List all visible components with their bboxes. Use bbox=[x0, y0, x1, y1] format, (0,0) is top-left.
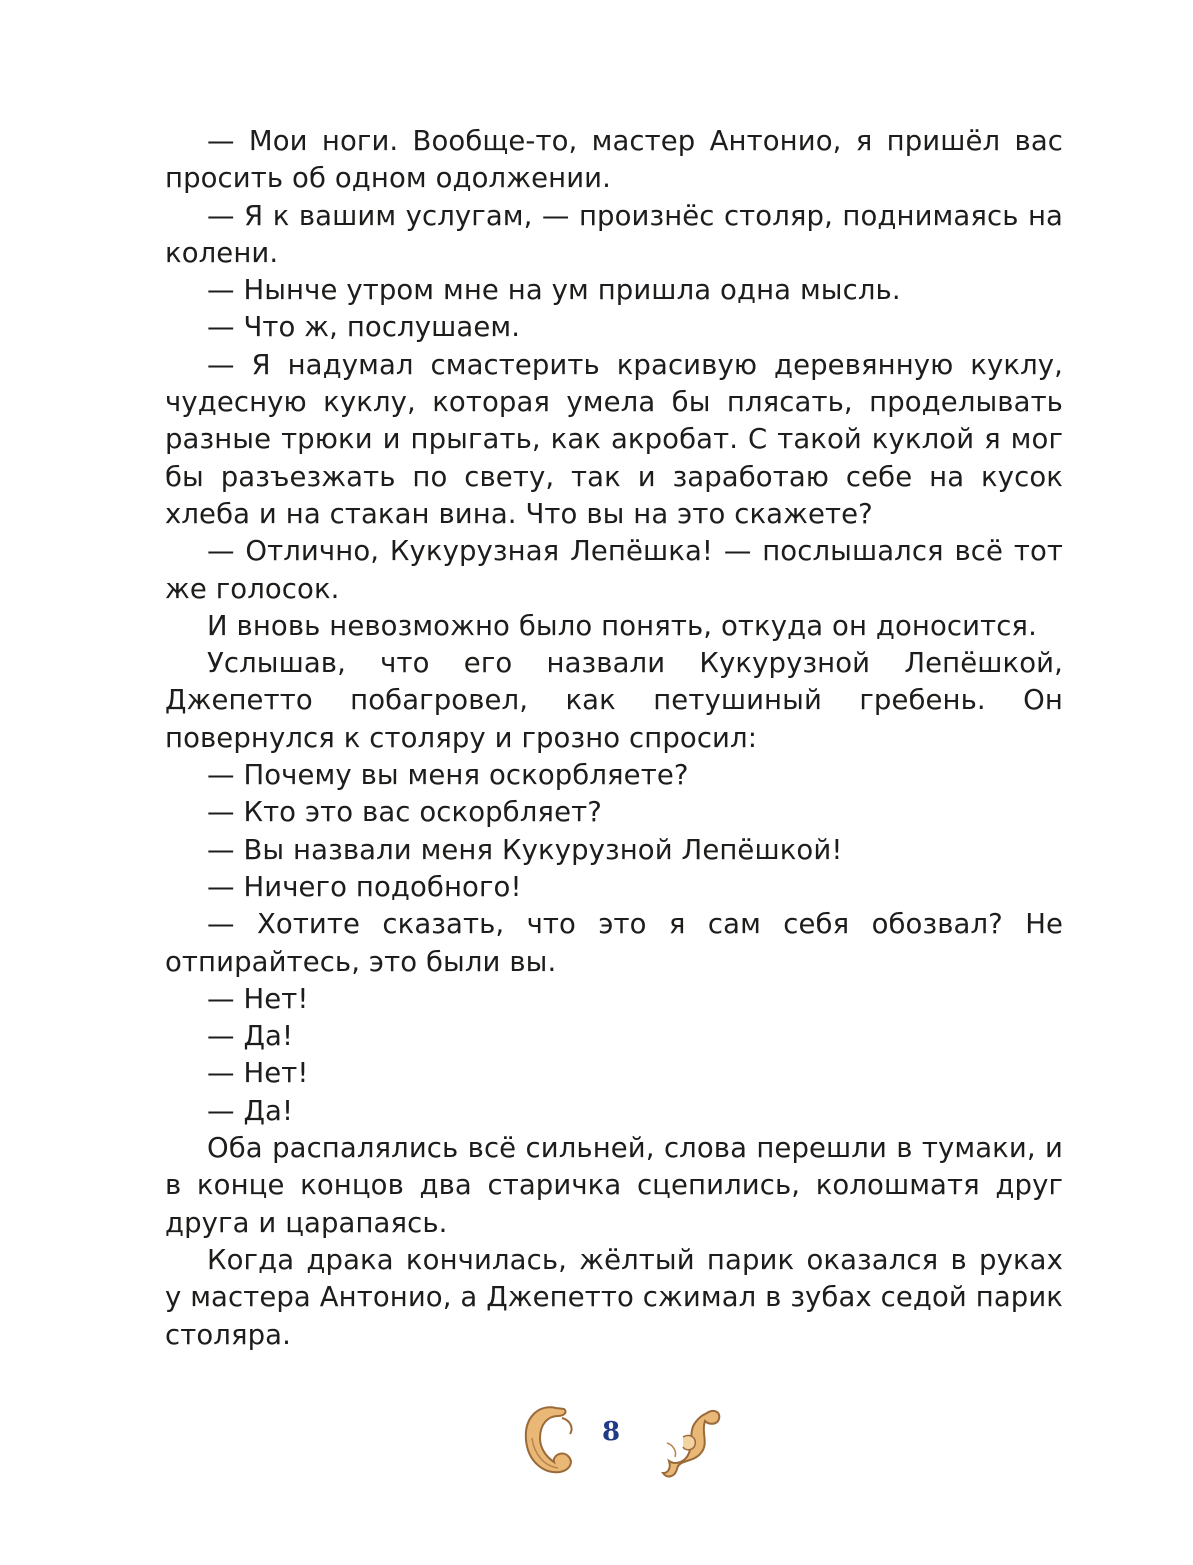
paragraph: Оба распалялись всё сильней, слова перешли в тумаки, и в конце концов два старичка сцепились, колошматя друг друга и царапаясь. bbox=[165, 1132, 1063, 1239]
paragraph: — Нет! bbox=[207, 982, 309, 1015]
paragraph: — Да! bbox=[207, 1094, 294, 1127]
paragraph: — Да! bbox=[207, 1020, 294, 1053]
paragraph: — Ничего подобного! bbox=[207, 870, 522, 903]
page-body bbox=[165, 123, 1063, 1354]
paragraph: И вновь невозможно было понять, откуда он доносится. bbox=[207, 609, 1037, 642]
paragraph: — Я надумал смастерить красивую деревянную куклу, чудесную куклу, которая умела бы плясать, проделывать разные трюки и прыгать, как акробат. С такой куклой я мог бы разъезжать по свету, так и заработаю себе на кусок хлеба и на стакан вина. Что вы на это скажете? bbox=[165, 348, 1063, 530]
wood-shaving-ornament-icon bbox=[518, 1400, 578, 1482]
paragraph: — Вы назвали меня Кукурузной Лепёшкой! bbox=[207, 833, 843, 866]
paragraph: — Отлично, Кукурузная Лепёшка! — послышался всё тот же голосок. bbox=[165, 535, 1063, 605]
paragraph: — Нет! bbox=[207, 1057, 309, 1090]
paragraph: — Я к вашим услугам, — произнёс столяр, поднимаясь на колени. bbox=[165, 199, 1063, 269]
shaving-curl-detail bbox=[683, 1435, 695, 1449]
paragraph: — Что ж, послушаем. bbox=[207, 311, 521, 344]
page-footer bbox=[0, 1400, 1193, 1510]
paragraph: — Почему вы меня оскорбляете? bbox=[207, 759, 689, 792]
paragraph: Когда драка кончилась, жёлтый парик оказался в руках у мастера Антонио, а Джепетто сжимал в зубах седой парик столяра. bbox=[165, 1243, 1064, 1351]
shaving-curl-tip bbox=[562, 1418, 572, 1434]
paragraph: Услышав, что его назвали Кукурузной Лепёшкой, Джепетто побагровел, как петушиный гребень. Он повернулся к столяру и грозно спросил: bbox=[165, 647, 1063, 754]
shaving-curl-tip bbox=[667, 1443, 676, 1457]
paragraph: — Мои ноги. Вообще-то, мастер Антонио, я пришёл вас просить об одном одолжении. bbox=[165, 125, 1063, 195]
page-number: 8 bbox=[601, 1417, 621, 1447]
paragraph: — Кто это вас оскорбляет? bbox=[207, 796, 602, 829]
wood-shaving-ornament-icon bbox=[655, 1403, 727, 1483]
paragraph: — Хотите сказать, что это я сам себя обозвал? Не отпирайтесь, это были вы. bbox=[165, 908, 1063, 978]
paragraph: — Нынче утром мне на ум пришла одна мысль. bbox=[207, 274, 901, 307]
